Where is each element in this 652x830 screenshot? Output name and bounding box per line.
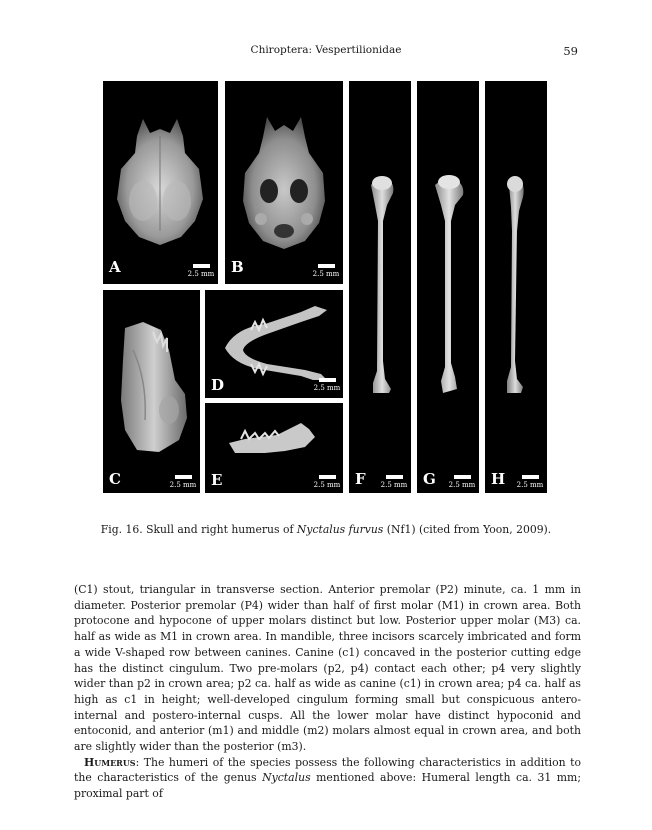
- skull-lateral-image: [103, 290, 200, 493]
- skull-ventral-image: [225, 81, 343, 284]
- figure-caption: [0, 523, 652, 536]
- scale-bar-line: [318, 264, 335, 268]
- page-header: [0, 44, 652, 60]
- scale-bar: [307, 378, 343, 392]
- scale-bar-label: 2.5 mm: [313, 481, 341, 489]
- page-number: 59: [563, 44, 578, 58]
- scale-bar: [307, 475, 343, 489]
- figure-panel-d: [205, 290, 343, 398]
- scale-bar-label: 2.5 mm: [516, 481, 544, 489]
- scale-bar: [374, 475, 411, 489]
- figure-panel-a: [103, 81, 218, 284]
- scale-bar-label: 2.5 mm: [380, 481, 408, 489]
- scale-bar-label: 2.5 mm: [448, 481, 476, 489]
- figure-panel-f: [349, 81, 411, 493]
- paragraph: [74, 755, 581, 802]
- caption-species: Nyctalus furvus: [296, 523, 384, 536]
- paragraph: (C1) stout, triangular in transverse section. Anterior premolar (P2) minute, ca. 1 mm in diameter. Posterior premolar (P4) wider than half of first molar (M1) in crown area. Both protocone and hypocone of upper molars distinct but low. Posterior upper molar (M3) ca. half as wide as M1 in crown area. In mandible, three incisors scarcely imbricated and form a wide V-shaped row between canines. Canine (c1) concaved in the posterior cutting edge has the distinct cingulum. Two pre-molars (p2, p4) contact each other; p4 very slightly wider than p2 in crown area; p2 ca. half as wide as canine (c1) in crown area; p4 ca. half as high as c1 in height; well-developed cingulum forming small but conspicuous antero-internal and postero-internal cusps. All the lower molar have distinct hypoconid and entoconid, and anterior (m1) and middle (m2) molars almost equal in crown area, and both are slightly wider than the posterior (m3).: [74, 583, 581, 754]
- scale-bar: [163, 475, 200, 489]
- humerus-image: [485, 81, 547, 493]
- humerus-image: [417, 81, 479, 493]
- running-title: Chiroptera: Vespertilionidae: [250, 44, 402, 56]
- paragraph-text: : The humeri of the species possess the following characteristics in addition to the characteristics of the genus: [74, 755, 581, 785]
- humerus-image: [349, 81, 411, 493]
- panel-label: C: [109, 470, 121, 488]
- scale-bar-line: [454, 475, 471, 479]
- paragraph-text: mentioned above: Humeral length ca. 31 mm; proximal part of: [74, 771, 581, 801]
- scale-bar: [510, 475, 547, 489]
- panel-label: H: [491, 470, 506, 488]
- panel-label: B: [231, 258, 244, 276]
- scale-bar-line: [522, 475, 539, 479]
- scale-bar-line: [386, 475, 403, 479]
- scale-bar-line: [175, 475, 192, 479]
- panel-label: F: [355, 470, 366, 488]
- scale-bar-line: [319, 378, 336, 382]
- scale-bar: [442, 475, 479, 489]
- figure-panel-e: [205, 403, 343, 493]
- scale-bar-label: 2.5 mm: [169, 481, 197, 489]
- scale-bar: [306, 264, 343, 278]
- panel-label: D: [211, 376, 225, 394]
- body-text: [74, 582, 581, 802]
- scale-bar-line: [319, 475, 336, 479]
- figure-panel-c: [103, 290, 200, 493]
- scale-bar-label: 2.5 mm: [312, 270, 340, 278]
- caption-prefix: Fig. 16. Skull and right humerus of: [100, 523, 297, 536]
- scale-bar: [181, 264, 218, 278]
- panel-label: G: [423, 470, 436, 488]
- skull-dorsal-image: [103, 81, 218, 284]
- scale-bar-label: 2.5 mm: [313, 384, 341, 392]
- genus-name: Nyctalus: [262, 771, 311, 785]
- figure-panel-b: [225, 81, 343, 284]
- panel-label: A: [109, 258, 121, 276]
- scale-bar-line: [193, 264, 210, 268]
- panel-label: E: [211, 471, 223, 489]
- figure-panel-g: [417, 81, 479, 493]
- scale-bar-label: 2.5 mm: [187, 270, 215, 278]
- figure-panel-h: [485, 81, 547, 493]
- section-heading: Humerus: [84, 755, 136, 769]
- caption-suffix: (Nf1) (cited from Yoon, 2009).: [383, 523, 552, 536]
